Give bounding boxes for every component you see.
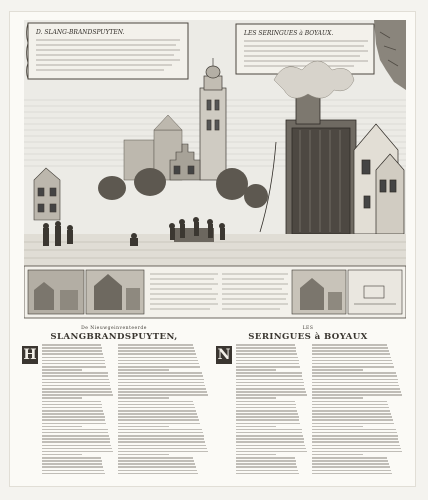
text-line bbox=[42, 394, 113, 396]
text-line bbox=[42, 360, 105, 362]
vignette-4 bbox=[348, 270, 402, 314]
text-line bbox=[42, 369, 82, 371]
text-line bbox=[118, 448, 207, 450]
text-line bbox=[236, 357, 298, 359]
text-line bbox=[42, 470, 104, 472]
text-line bbox=[42, 357, 104, 359]
text-line bbox=[236, 416, 299, 418]
text-line bbox=[312, 407, 389, 409]
text-line bbox=[118, 460, 194, 462]
text-line bbox=[42, 353, 103, 355]
text-line bbox=[118, 382, 204, 384]
text-line bbox=[312, 445, 400, 447]
text-line bbox=[42, 448, 112, 450]
text-line bbox=[118, 407, 195, 409]
dropcap-left: H bbox=[23, 347, 37, 363]
text-line bbox=[118, 397, 169, 399]
text-line bbox=[118, 353, 196, 355]
text-line bbox=[312, 360, 392, 362]
text-line bbox=[236, 379, 303, 381]
text-line bbox=[42, 397, 82, 399]
text-line bbox=[42, 347, 102, 349]
text-line bbox=[118, 419, 199, 421]
text-line bbox=[312, 357, 391, 359]
text-line bbox=[42, 451, 113, 453]
text-line bbox=[118, 416, 198, 418]
text-line bbox=[236, 372, 302, 374]
text-line bbox=[312, 401, 387, 403]
text-line bbox=[236, 394, 307, 396]
text-line bbox=[236, 466, 297, 468]
text-line bbox=[118, 423, 200, 425]
text-line bbox=[42, 413, 104, 415]
text-line bbox=[312, 394, 402, 396]
text-column-3 bbox=[236, 344, 308, 478]
text-line bbox=[312, 388, 400, 390]
text-line bbox=[236, 363, 299, 365]
vignette-1 bbox=[28, 270, 84, 314]
text-line bbox=[42, 363, 105, 365]
text-line bbox=[312, 473, 392, 475]
text-line bbox=[42, 463, 102, 465]
text-line bbox=[312, 448, 401, 450]
text-line bbox=[236, 391, 306, 393]
text-line bbox=[118, 435, 204, 437]
text-line bbox=[118, 369, 169, 371]
text-line bbox=[236, 388, 305, 390]
text-line bbox=[236, 382, 304, 384]
text-line bbox=[118, 473, 198, 475]
text-line bbox=[42, 401, 101, 403]
right-cartouche-title: LES SERINGUES à BOYAUX. bbox=[244, 30, 334, 37]
dropcap-right: N bbox=[217, 347, 231, 363]
text-line bbox=[118, 451, 208, 453]
text-line bbox=[42, 419, 105, 421]
text-line bbox=[312, 454, 363, 456]
left-cartouche-title: D. SLANG-BRANDSPUYTEN. bbox=[36, 29, 125, 36]
text-line bbox=[236, 404, 296, 406]
text-line bbox=[118, 441, 205, 443]
text-line bbox=[118, 438, 204, 440]
text-line bbox=[42, 366, 106, 368]
text-line bbox=[236, 375, 302, 377]
text-line bbox=[42, 379, 109, 381]
text-line bbox=[312, 438, 398, 440]
text-line bbox=[42, 350, 102, 352]
text-line bbox=[42, 457, 101, 459]
text-line bbox=[236, 429, 302, 431]
text-line bbox=[312, 379, 398, 381]
text-line bbox=[236, 413, 298, 415]
text-line bbox=[42, 432, 108, 434]
text-line bbox=[118, 426, 169, 428]
text-line bbox=[236, 347, 296, 349]
text-line bbox=[312, 350, 389, 352]
text-line bbox=[118, 372, 202, 374]
text-line bbox=[312, 353, 390, 355]
text-line bbox=[312, 369, 363, 371]
text-line bbox=[118, 375, 203, 377]
text-line bbox=[312, 385, 399, 387]
dutch-heading-small: De Nieuwgeinventeerde bbox=[81, 326, 147, 331]
text-column-2 bbox=[118, 344, 210, 478]
text-line bbox=[42, 385, 110, 387]
text-line bbox=[42, 407, 102, 409]
french-heading-title: SERINGUES à BOYAUX bbox=[248, 332, 368, 342]
text-line bbox=[236, 344, 295, 346]
text-line bbox=[118, 379, 204, 381]
text-line bbox=[118, 463, 195, 465]
text-line bbox=[312, 426, 363, 428]
text-line bbox=[312, 413, 391, 415]
text-line bbox=[236, 419, 299, 421]
text-line bbox=[42, 435, 109, 437]
text-line bbox=[118, 350, 195, 352]
text-line bbox=[312, 460, 388, 462]
text-line bbox=[312, 404, 388, 406]
text-line bbox=[42, 426, 82, 428]
text-line bbox=[312, 451, 402, 453]
text-line bbox=[118, 357, 197, 359]
text-line bbox=[42, 423, 106, 425]
text-line bbox=[236, 445, 305, 447]
text-line bbox=[236, 350, 296, 352]
text-line bbox=[312, 344, 387, 346]
text-line bbox=[42, 391, 112, 393]
text-line bbox=[118, 470, 197, 472]
text-line bbox=[42, 454, 82, 456]
text-line bbox=[236, 438, 304, 440]
text-line bbox=[118, 363, 199, 365]
text-line bbox=[236, 451, 307, 453]
body-text-area bbox=[20, 344, 406, 479]
text-line bbox=[118, 401, 193, 403]
text-line bbox=[236, 369, 276, 371]
text-line bbox=[236, 463, 296, 465]
text-line bbox=[42, 460, 102, 462]
right-title-cartouche bbox=[236, 24, 374, 74]
text-line bbox=[236, 366, 300, 368]
text-line bbox=[118, 466, 196, 468]
text-line bbox=[42, 344, 101, 346]
text-line bbox=[312, 410, 390, 412]
church-tower bbox=[200, 58, 226, 180]
text-line bbox=[118, 385, 205, 387]
text-line bbox=[236, 426, 276, 428]
text-line bbox=[118, 429, 202, 431]
text-line bbox=[312, 347, 388, 349]
text-line bbox=[236, 435, 303, 437]
text-line bbox=[42, 473, 105, 475]
french-heading-small: LES bbox=[302, 326, 314, 331]
text-line bbox=[42, 438, 110, 440]
text-line bbox=[312, 463, 389, 465]
vignette-2 bbox=[86, 270, 144, 314]
text-line bbox=[236, 454, 276, 456]
text-line bbox=[312, 382, 398, 384]
text-line bbox=[236, 441, 304, 443]
text-line bbox=[118, 394, 208, 396]
text-line bbox=[312, 432, 397, 434]
text-line bbox=[312, 419, 393, 421]
text-line bbox=[42, 429, 108, 431]
text-line bbox=[42, 441, 110, 443]
text-line bbox=[236, 423, 300, 425]
text-line bbox=[42, 382, 110, 384]
text-line bbox=[118, 445, 206, 447]
text-line bbox=[312, 375, 397, 377]
text-line bbox=[312, 416, 392, 418]
text-line bbox=[312, 435, 398, 437]
text-line bbox=[236, 410, 297, 412]
text-line bbox=[118, 388, 206, 390]
text-line bbox=[42, 404, 102, 406]
dutch-heading bbox=[20, 326, 208, 343]
french-heading bbox=[210, 326, 406, 343]
text-line bbox=[312, 397, 363, 399]
text-line bbox=[42, 416, 105, 418]
dutch-heading-title: SLANGBRANDSPUYTEN, bbox=[50, 332, 178, 342]
text-line bbox=[236, 353, 297, 355]
text-line bbox=[312, 423, 394, 425]
text-line bbox=[42, 375, 108, 377]
text-line bbox=[42, 410, 103, 412]
text-line bbox=[118, 413, 197, 415]
left-title-cartouche bbox=[27, 23, 189, 79]
text-line bbox=[236, 460, 296, 462]
text-line bbox=[312, 363, 393, 365]
text-line bbox=[236, 401, 295, 403]
text-column-1 bbox=[42, 344, 114, 478]
text-line bbox=[236, 407, 296, 409]
text-line bbox=[312, 466, 390, 468]
text-line bbox=[312, 429, 396, 431]
text-line bbox=[236, 432, 302, 434]
text-line bbox=[118, 360, 198, 362]
text-line bbox=[312, 441, 399, 443]
text-line bbox=[236, 448, 306, 450]
text-line bbox=[118, 410, 196, 412]
text-line bbox=[118, 457, 193, 459]
text-line bbox=[42, 445, 111, 447]
text-line bbox=[312, 366, 394, 368]
text-line bbox=[42, 372, 108, 374]
text-line bbox=[236, 470, 298, 472]
text-line bbox=[118, 454, 169, 456]
engraved-illustration bbox=[24, 20, 406, 320]
text-column-4 bbox=[312, 344, 404, 478]
vignette-3 bbox=[292, 270, 346, 314]
text-line bbox=[118, 404, 194, 406]
text-line bbox=[312, 391, 401, 393]
text-line bbox=[42, 388, 111, 390]
text-line bbox=[236, 397, 276, 399]
text-line bbox=[236, 473, 299, 475]
text-line bbox=[312, 457, 387, 459]
text-line bbox=[118, 347, 194, 349]
text-line bbox=[236, 457, 295, 459]
text-line bbox=[118, 432, 203, 434]
text-line bbox=[118, 391, 207, 393]
text-line bbox=[236, 385, 304, 387]
text-line bbox=[312, 470, 391, 472]
text-line bbox=[118, 344, 193, 346]
text-line bbox=[42, 466, 103, 468]
text-line bbox=[312, 372, 396, 374]
text-line bbox=[236, 360, 299, 362]
text-line bbox=[118, 366, 200, 368]
